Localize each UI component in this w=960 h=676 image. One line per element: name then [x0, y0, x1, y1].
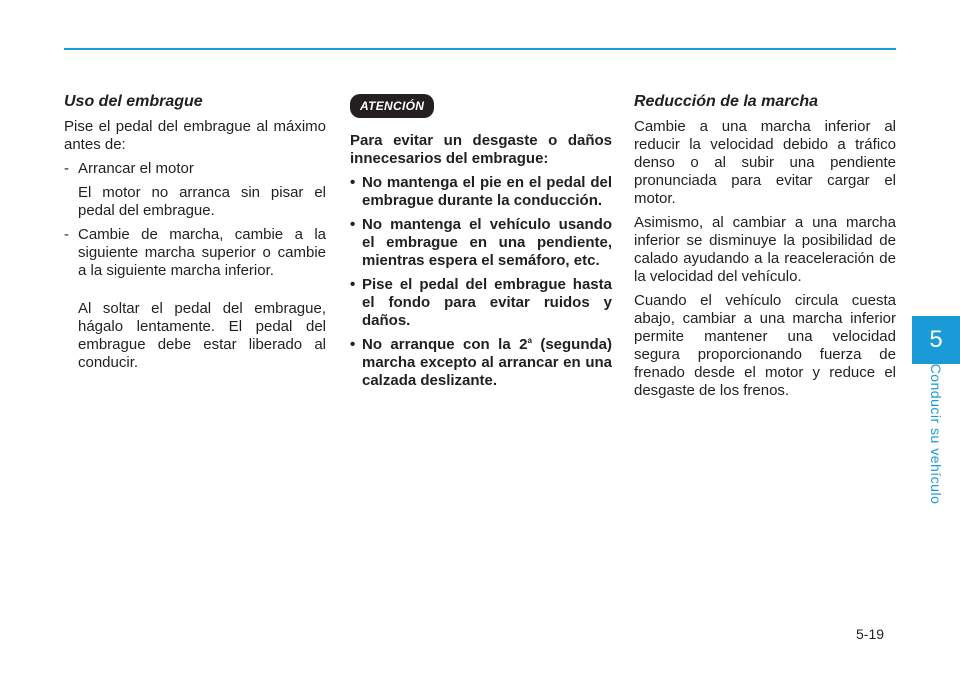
dash-marker: - [64, 226, 69, 243]
warning-intro: Para evitar un desgaste o daños innecesarios del embrague: [350, 132, 612, 167]
warning-bullet-text: Pise el pedal del embrague hasta el fondo para evitar ruidos y daños. [362, 276, 612, 329]
warning-bullet [350, 216, 612, 270]
list-item [64, 226, 326, 280]
downshift-paragraph: Asimismo, al cambiar a una marcha inferior se disminuye la posibilidad de calado ayudando a la reaceleración de la velocidad del vehículo. [634, 214, 896, 285]
bullet-icon: • [350, 336, 356, 353]
release-note: Al soltar el pedal del embrague, hágalo lentamente. El pedal del embrague debe estar liberado al conducir. [78, 300, 326, 371]
column-clutch-use [64, 92, 326, 378]
section-heading-clutch: Uso del embrague [64, 93, 203, 110]
warning-bullet [350, 174, 612, 210]
column-warning [350, 92, 612, 396]
chapter-title: Conducir su vehículo [928, 363, 944, 505]
warning-badge: ATENCIÓN [350, 94, 434, 118]
warning-bullet [350, 276, 612, 330]
page-number: 5-19 [856, 626, 885, 642]
list-item [64, 160, 326, 178]
chapter-tab: 5 [912, 316, 960, 364]
warning-bullet-text: No mantenga el pie en el pedal del embrague durante la conducción. [362, 174, 612, 209]
warning-bullet-text: No mantenga el vehículo usando el embrague en una pendiente, mientras espera el semáforo, etc. [362, 216, 612, 269]
list-item-text: Cambie de marcha, cambie a la siguiente marcha superior o cambie a la siguiente marcha inferior. [78, 226, 326, 279]
dash-marker: - [64, 160, 69, 177]
list-item-text: Arrancar el motor [78, 160, 194, 177]
engine-note: El motor no arranca sin pisar el pedal del embrague. [78, 184, 326, 219]
bullet-icon: • [350, 216, 356, 233]
warning-bullet [350, 336, 612, 390]
warning-bullet-text: No arranque con la 2$^a$ (segunda) marcha excepto al arrancar en una calzada deslizante. [362, 336, 612, 389]
section-heading-downshift: Reducción de la marcha [634, 93, 819, 110]
clutch-intro: Pise el pedal del embrague al máximo antes de: [64, 118, 326, 153]
downshift-paragraph: Cuando el vehículo circula cuesta abajo, cambiar a una marcha inferior permite mantener una velocidad segura proporcionando fuerza de frenado desde el motor y reduce el desgaste de los frenos. [634, 292, 896, 399]
bullet-icon: • [350, 276, 356, 293]
bullet-icon: • [350, 174, 356, 191]
column-downshift [634, 92, 896, 406]
header-rule [64, 48, 896, 50]
downshift-paragraph: Cambie a una marcha inferior al reducir la velocidad debido a tráfico denso o al subir una pendiente pronunciada para evitar cargar el motor. [634, 118, 896, 207]
